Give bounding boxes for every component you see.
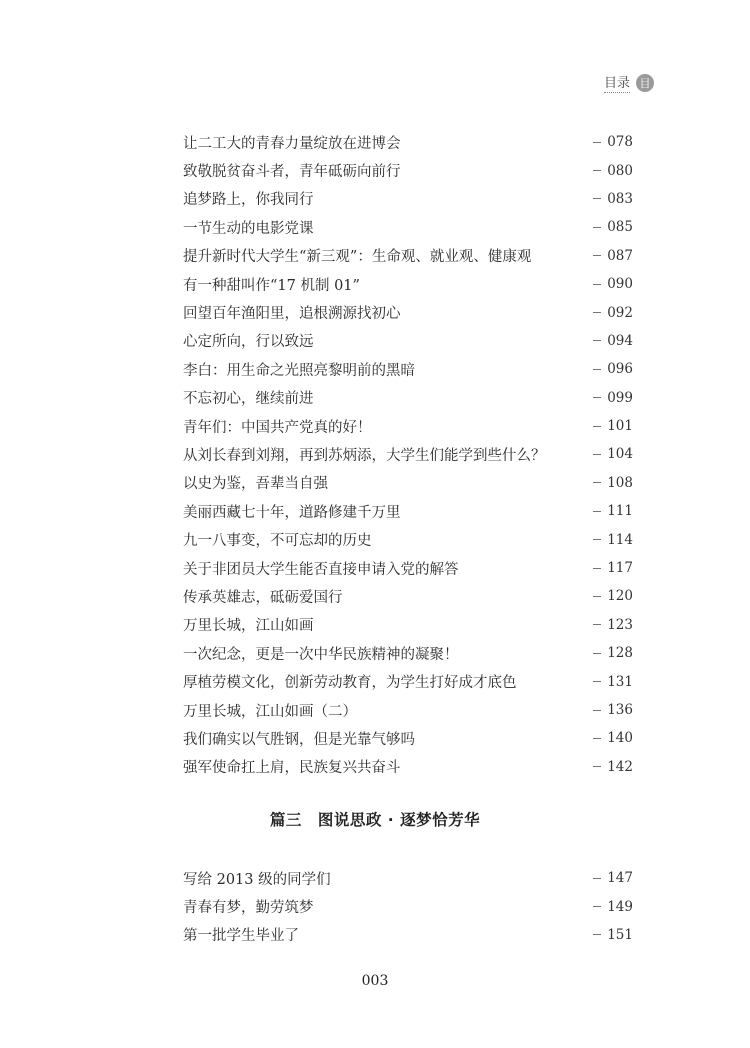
entry-title: 李白：用生命之光照亮黎明前的黑暗 bbox=[183, 362, 415, 379]
leader-dash bbox=[593, 681, 601, 682]
toc-entry[interactable] bbox=[183, 639, 633, 667]
leader-dash bbox=[593, 198, 601, 199]
entry-page bbox=[593, 163, 633, 179]
toc-list bbox=[183, 864, 633, 949]
leader-dash bbox=[593, 454, 601, 455]
entry-page-number: 140 bbox=[607, 730, 633, 747]
toc-entry[interactable] bbox=[183, 270, 633, 298]
entry-title: 从刘长春到刘翔，再到苏炳添，大学生们能学到些什么？ bbox=[183, 447, 546, 464]
leader-dash bbox=[593, 255, 601, 256]
toc-entry[interactable] bbox=[183, 554, 633, 582]
entry-page bbox=[593, 759, 633, 775]
entry-page-number: 101 bbox=[607, 418, 633, 435]
entry-page-number: 108 bbox=[607, 474, 633, 491]
entry-title: 美丽西藏七十年，道路修建千万里 bbox=[183, 504, 401, 521]
entry-page bbox=[593, 418, 633, 434]
toc-entry[interactable] bbox=[183, 327, 633, 355]
entry-page-number: 080 bbox=[607, 162, 633, 179]
leader-dash bbox=[593, 624, 601, 625]
entry-page bbox=[593, 475, 633, 491]
leader-dash bbox=[593, 312, 601, 313]
header-label: 目录 bbox=[604, 72, 630, 93]
leader-dash bbox=[593, 227, 601, 228]
toc-entry[interactable] bbox=[183, 156, 633, 184]
entry-title: 关于非团员大学生能否直接申请入党的解答 bbox=[183, 561, 459, 578]
entry-title: 万里长城，江山如画 bbox=[183, 618, 314, 635]
entry-title: 厚植劳模文化，创新劳动教育，为学生打好成才底色 bbox=[183, 675, 517, 692]
toc-entry[interactable] bbox=[183, 128, 633, 156]
entry-page-number: 083 bbox=[607, 190, 633, 207]
entry-title: 强军使命扛上肩，民族复兴共奋斗 bbox=[183, 760, 401, 777]
entry-page bbox=[593, 276, 633, 292]
entry-title: 第一批学生毕业了 bbox=[183, 928, 299, 945]
entry-page bbox=[593, 560, 633, 576]
toc-entry[interactable] bbox=[183, 892, 633, 920]
entry-page-number: 131 bbox=[607, 673, 633, 690]
contents-icon: 目 bbox=[636, 74, 654, 92]
entry-page bbox=[593, 645, 633, 661]
entry-page bbox=[593, 870, 633, 886]
entry-title: 青春有梦，勤劳筑梦 bbox=[183, 900, 314, 917]
entry-page-number: 092 bbox=[607, 304, 633, 321]
toc-entry[interactable] bbox=[183, 412, 633, 440]
entry-title: 回望百年渔阳里，追根溯源找初心 bbox=[183, 306, 401, 323]
leader-dash bbox=[593, 482, 601, 483]
entry-page bbox=[593, 390, 633, 406]
leader-dash bbox=[593, 426, 601, 427]
entry-page bbox=[593, 588, 633, 604]
entry-page-number: 151 bbox=[607, 926, 633, 943]
entry-title: 让二工大的青春力量绽放在进博会 bbox=[183, 135, 401, 152]
entry-page bbox=[593, 674, 633, 690]
entry-page bbox=[593, 730, 633, 746]
entry-page-number: 096 bbox=[607, 361, 633, 378]
entry-title: 追梦路上，你我同行 bbox=[183, 192, 314, 209]
toc-entry[interactable] bbox=[183, 611, 633, 639]
entry-page-number: 099 bbox=[607, 389, 633, 406]
leader-dash bbox=[593, 397, 601, 398]
leader-dash bbox=[593, 596, 601, 597]
leader-dash bbox=[593, 511, 601, 512]
leader-dash bbox=[593, 539, 601, 540]
entry-page-number: 087 bbox=[607, 247, 633, 264]
entry-page-number: 147 bbox=[607, 870, 633, 887]
leader-dash bbox=[593, 653, 601, 654]
entry-page bbox=[593, 134, 633, 150]
entry-page-number: 111 bbox=[607, 503, 633, 520]
entry-page-number: 149 bbox=[607, 898, 633, 915]
entry-page bbox=[593, 617, 633, 633]
toc-entry[interactable] bbox=[183, 298, 633, 326]
entry-title: 有一种甜叫作“17 机制 01” bbox=[183, 277, 360, 294]
entry-title: 一节生动的电影党课 bbox=[183, 220, 314, 237]
toc-entry[interactable] bbox=[183, 469, 633, 497]
leader-dash bbox=[593, 340, 601, 341]
entry-page bbox=[593, 333, 633, 349]
entry-title: 青年们：中国共产党真的好！ bbox=[183, 419, 372, 436]
leader-dash bbox=[593, 738, 601, 739]
entry-page-number: 142 bbox=[607, 758, 633, 775]
toc-entry[interactable] bbox=[183, 582, 633, 610]
entry-title: 写给 2013 级的同学们 bbox=[183, 871, 331, 888]
toc-entry[interactable] bbox=[183, 440, 633, 468]
entry-page-number: 094 bbox=[607, 332, 633, 349]
entry-title: 不忘初心，继续前进 bbox=[183, 391, 314, 408]
leader-dash bbox=[593, 568, 601, 569]
leader-dash bbox=[593, 934, 601, 935]
entry-page-number: 090 bbox=[607, 276, 633, 293]
toc-entry[interactable] bbox=[183, 242, 633, 270]
entry-title: 心定所向，行以致远 bbox=[183, 334, 314, 351]
toc-entry[interactable] bbox=[183, 384, 633, 412]
entry-title: 提升新时代大学生“新三观”：生命观、就业观、健康观 bbox=[183, 249, 532, 266]
entry-page bbox=[593, 446, 633, 462]
page-number: 003 bbox=[361, 973, 389, 989]
leader-dash bbox=[593, 369, 601, 370]
entry-page-number: 136 bbox=[607, 702, 633, 718]
running-header bbox=[604, 72, 654, 93]
toc-entry[interactable] bbox=[183, 724, 633, 752]
entry-page bbox=[593, 191, 633, 207]
toc-entry[interactable] bbox=[183, 185, 633, 213]
entry-page bbox=[593, 927, 633, 943]
leader-dash bbox=[593, 710, 601, 711]
entry-page bbox=[593, 532, 633, 548]
entry-page-number: 128 bbox=[607, 645, 633, 662]
entry-page bbox=[593, 219, 633, 235]
toc-entry[interactable] bbox=[183, 497, 633, 525]
toc-entry[interactable] bbox=[183, 355, 633, 383]
entry-title: 万里长城，江山如画（二） bbox=[183, 703, 357, 720]
toc-entry[interactable] bbox=[183, 753, 633, 781]
entry-page-number: 085 bbox=[607, 219, 633, 236]
toc-entry[interactable] bbox=[183, 921, 633, 949]
entry-page-number: 078 bbox=[607, 134, 633, 151]
toc-entry[interactable] bbox=[183, 864, 633, 892]
entry-page bbox=[593, 361, 633, 377]
leader-dash bbox=[593, 170, 601, 171]
entry-title: 致敬脱贫奋斗者，青年砥砺向前行 bbox=[183, 164, 401, 181]
entry-page-number: 123 bbox=[607, 616, 633, 633]
toc-entry[interactable] bbox=[183, 696, 633, 724]
entry-page bbox=[593, 503, 633, 519]
entry-title: 传承英雄志，砥砺爱国行 bbox=[183, 589, 343, 606]
entry-page bbox=[593, 305, 633, 321]
section-heading: 篇三 图说思政 · 逐梦恰芳华 bbox=[269, 811, 481, 829]
entry-title: 九一八事变，不可忘却的历史 bbox=[183, 533, 372, 550]
entry-page bbox=[593, 899, 633, 915]
entry-page-number: 104 bbox=[607, 446, 633, 463]
entry-page-number: 114 bbox=[607, 531, 633, 548]
entry-title: 一次纪念，更是一次中华民族精神的凝聚！ bbox=[183, 646, 459, 663]
entry-title: 以史为鉴，吾辈当自强 bbox=[183, 476, 328, 493]
entry-page-number: 117 bbox=[607, 560, 633, 577]
entry-page-number: 120 bbox=[607, 588, 633, 605]
entry-page bbox=[593, 248, 633, 264]
leader-dash bbox=[593, 766, 601, 767]
toc-list bbox=[183, 128, 633, 781]
entry-title: 我们确实以气胜钢，但是光靠气够吗 bbox=[183, 731, 415, 748]
leader-dash bbox=[593, 142, 601, 143]
leader-dash bbox=[593, 284, 601, 285]
toc-entry[interactable] bbox=[183, 667, 633, 695]
toc-entry[interactable] bbox=[183, 213, 633, 241]
entry-page bbox=[593, 702, 633, 718]
leader-dash bbox=[593, 906, 601, 907]
leader-dash bbox=[593, 878, 601, 879]
toc-entry[interactable] bbox=[183, 525, 633, 553]
